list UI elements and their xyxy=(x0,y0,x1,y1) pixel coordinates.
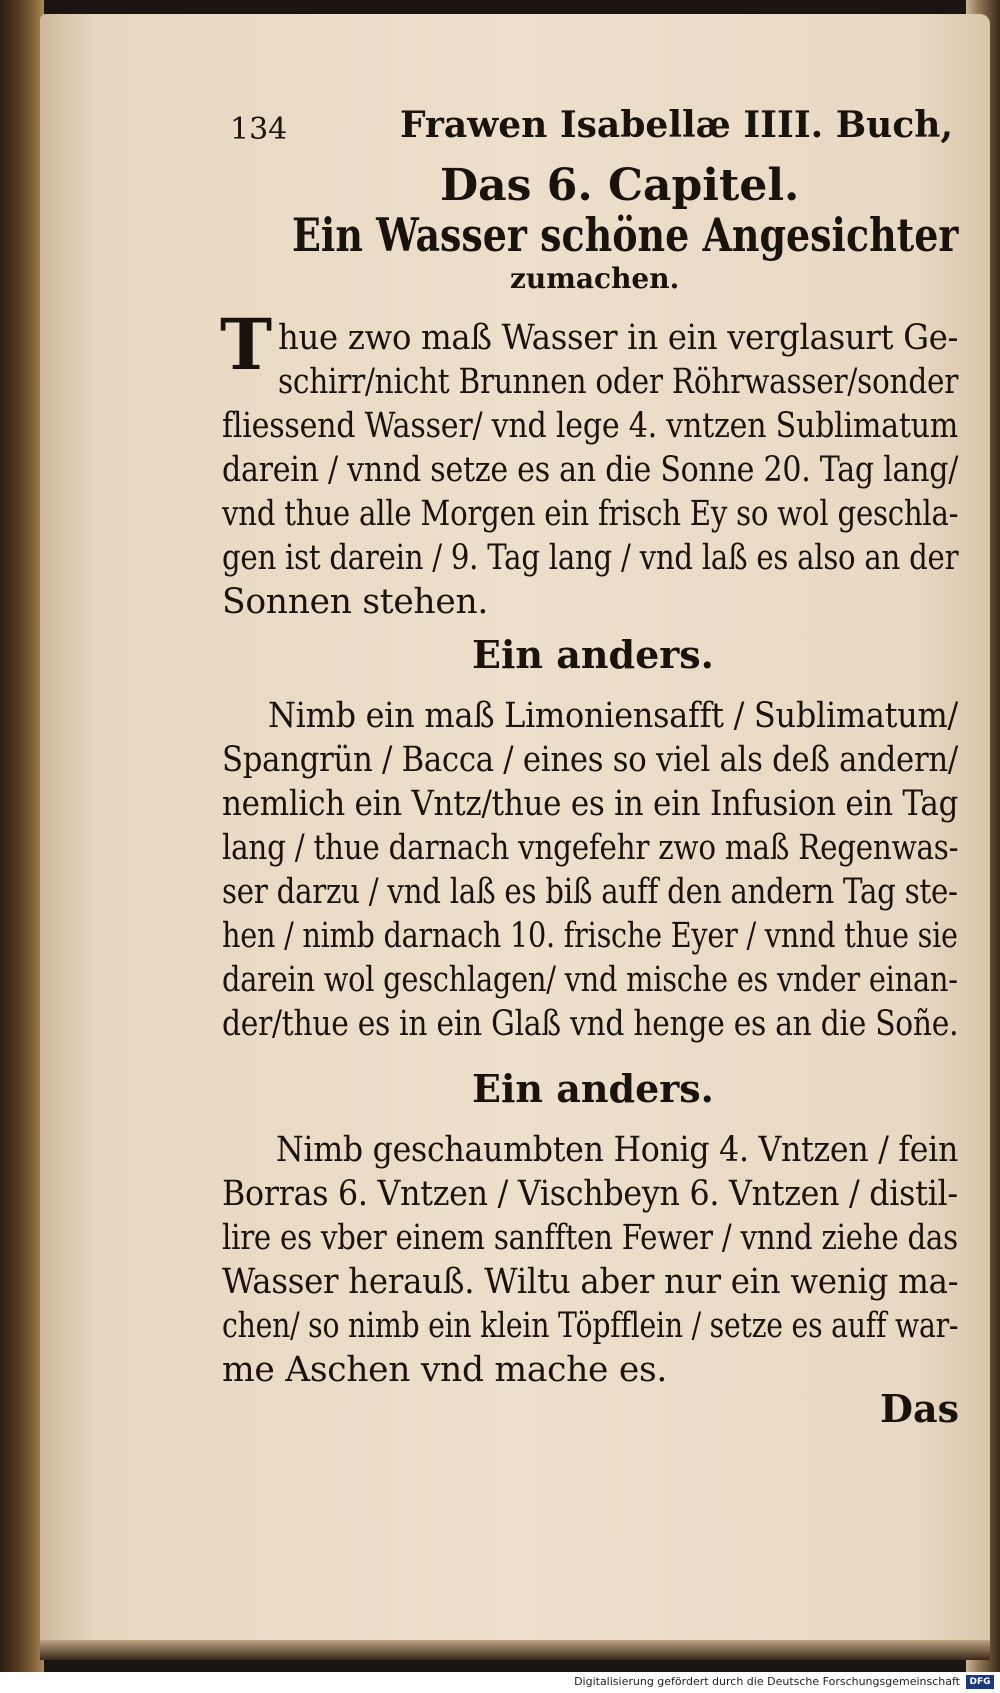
text-line: lire es vber einem sanfften Fewer / vnnd ziehe das xyxy=(222,1218,958,1258)
text-line: hen / nimb darnach 10. frische Eyer / vnnd thue sie xyxy=(222,916,958,956)
text-line: schirr/nicht Brunnen oder Röhrwasser/sonder xyxy=(278,362,959,402)
book-spine-edge xyxy=(0,0,44,1672)
funding-credit: Digitalisierung gefördert durch die Deutsche Forschungsgemeinschaft xyxy=(574,1675,960,1688)
text-line: der/thue es in ein Glaß vnd henge es an die Soñe. xyxy=(222,1004,959,1044)
text-line: darein wol geschlagen/ vnd mische es vnder einan- xyxy=(222,960,958,1000)
page-bottom-shadow xyxy=(40,1640,990,1660)
running-head xyxy=(230,100,953,156)
drop-capital: T xyxy=(220,303,273,386)
section-title-2: Ein anders. xyxy=(472,632,714,677)
page-number: 134 xyxy=(230,112,288,147)
running-title: Frawen Isabellæ IIII. Buch, xyxy=(400,104,953,146)
section-title-1: Ein Wasser schöne Angesichter xyxy=(292,208,959,262)
text-line: darein / vnnd setze es an die Sonne 20. Tag lang/ xyxy=(222,450,959,490)
chapter-heading: Das 6. Capitel. xyxy=(440,160,800,211)
section-title-1-cont: zumachen. xyxy=(510,262,680,295)
footer-bar xyxy=(0,1672,1000,1693)
section-title-3: Ein anders. xyxy=(472,1066,714,1111)
text-line: Spangrün / Bacca / eines so viel als deß andern/ xyxy=(222,740,958,780)
text-line: Borras 6. Vntzen / Vischbeyn 6. Vntzen / distil- xyxy=(222,1174,958,1214)
dfg-logo: DFG xyxy=(966,1675,994,1689)
text-line: gen ist darein / 9. Tag lang / vnd laß es also an der xyxy=(222,538,959,578)
catchword: Das xyxy=(880,1386,959,1431)
text-line: nemlich ein Vntz/thue es in ein Infusion ein Tag xyxy=(222,784,959,824)
text-line: ser darzu / vnd laß es biß auff den andern Tag ste- xyxy=(222,872,958,912)
text-line: Wasser herauß. Wiltu aber nur ein wenig ma- xyxy=(222,1262,959,1302)
text-line: vnd thue alle Morgen ein frisch Ey so wol geschla- xyxy=(222,494,959,534)
text-line: lang / thue darnach vngefehr zwo maß Regenwas- xyxy=(222,828,959,868)
text-line: Nimb geschaumbten Honig 4. Vntzen / fein xyxy=(276,1130,959,1170)
text-line: fliessend Wasser/ vnd lege 4. vntzen Sublimatum xyxy=(222,406,959,446)
text-line: hue zwo maß Wasser in ein verglasurt Ge- xyxy=(278,318,959,358)
text-line: chen/ so nimb ein klein Töpfflein / setze es auff war- xyxy=(222,1306,959,1346)
text-line: me Aschen vnd mache es. xyxy=(222,1350,668,1390)
text-line: Sonnen stehen. xyxy=(222,582,489,622)
text-line: Nimb ein maß Limoniensafft / Sublimatum/ xyxy=(268,696,959,736)
